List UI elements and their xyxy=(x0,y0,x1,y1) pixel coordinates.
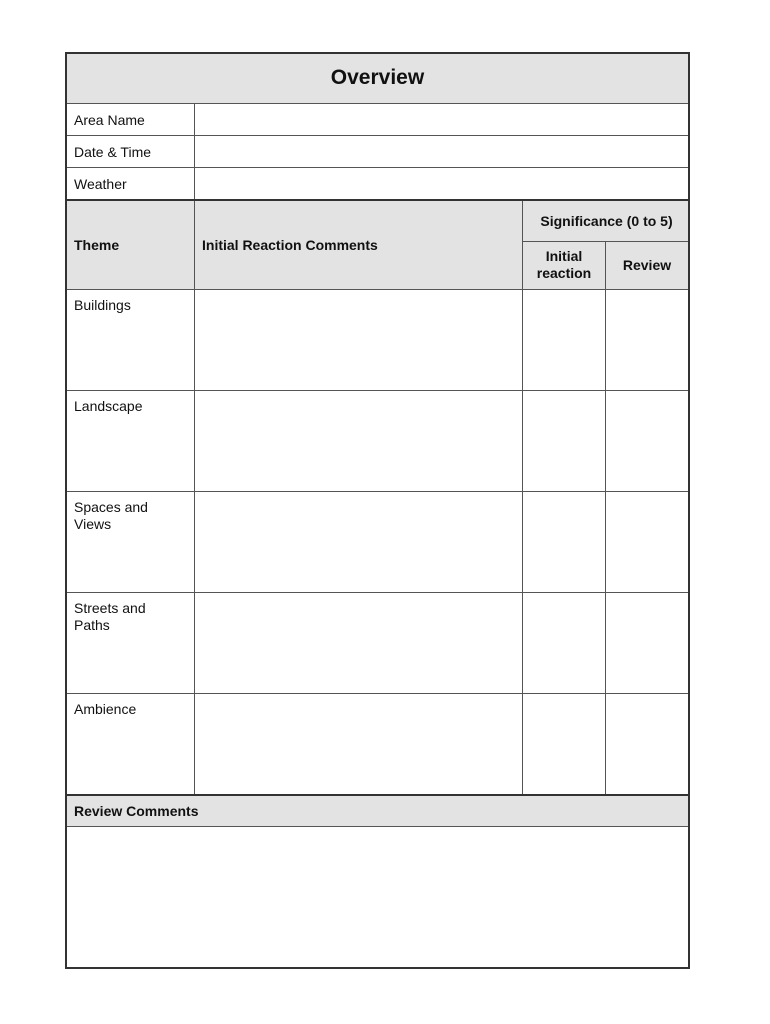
theme-streets-paths: Streets and Paths xyxy=(74,600,146,633)
review-comments-input[interactable] xyxy=(67,827,688,967)
comments-input-buildings[interactable] xyxy=(195,290,522,390)
weather-label: Weather xyxy=(74,176,127,192)
divider xyxy=(194,201,195,795)
theme-buildings: Buildings xyxy=(74,297,131,313)
theme-header: Theme xyxy=(74,237,120,253)
page-title: Overview xyxy=(330,66,425,89)
date-time-field[interactable] xyxy=(195,136,688,167)
review-comments-label: Review Comments xyxy=(74,803,199,819)
comments-input-streets-paths[interactable] xyxy=(195,593,522,693)
comments-input-ambience[interactable] xyxy=(195,694,522,794)
divider xyxy=(605,241,606,289)
overview-form xyxy=(65,52,690,969)
initial-reaction-header: Initial reaction xyxy=(536,248,592,281)
comments-header: Initial Reaction Comments xyxy=(202,237,378,253)
theme-spaces-views: Spaces and Views xyxy=(74,499,148,532)
divider xyxy=(194,104,195,200)
title-row xyxy=(67,54,688,103)
divider xyxy=(605,289,606,795)
area-name-label: Area Name xyxy=(74,112,145,128)
review-header: Review xyxy=(622,257,672,273)
comments-input-landscape[interactable] xyxy=(195,391,522,491)
comments-input-spaces-views[interactable] xyxy=(195,492,522,592)
date-time-label: Date & Time xyxy=(74,144,152,160)
area-name-field[interactable] xyxy=(195,104,688,135)
significance-header: Significance (0 to 5) xyxy=(540,213,673,229)
weather-field[interactable] xyxy=(195,168,688,199)
divider xyxy=(522,201,523,795)
theme-landscape: Landscape xyxy=(74,398,143,414)
theme-ambience: Ambience xyxy=(74,701,137,717)
